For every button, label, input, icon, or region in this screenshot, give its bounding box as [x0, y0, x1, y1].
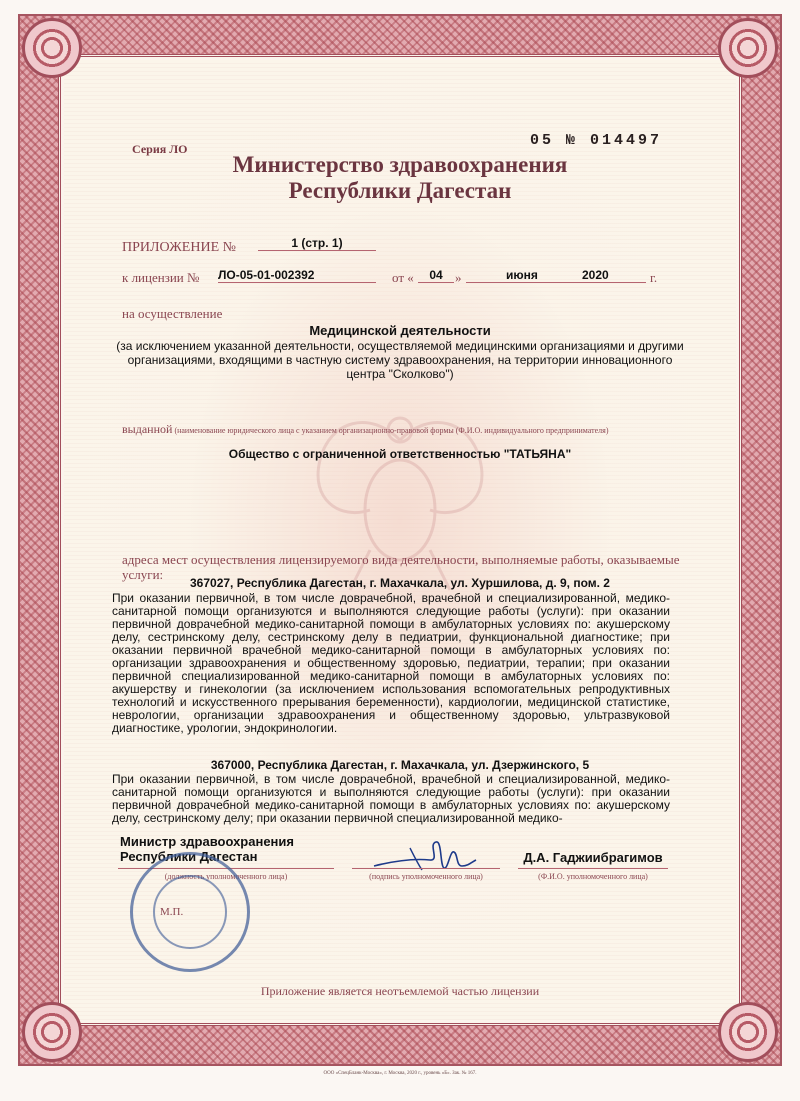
- year-suffix: г.: [650, 270, 658, 285]
- ministry-title: [160, 152, 640, 204]
- issued-caption: (наименование юридического лица с указанием организационно-правовой формы (Ф.И.О. индивидуального предпринимателя): [174, 426, 609, 435]
- stamp-place-label: М.П.: [160, 906, 184, 918]
- date-day-close: »: [455, 270, 462, 285]
- name-underline: [518, 868, 668, 869]
- license-day: 04: [418, 268, 454, 283]
- signature-caption: (подпись уполномоченного лица): [369, 872, 483, 881]
- corner-rosette-icon: [22, 18, 82, 78]
- series-label: Серия ЛО: [132, 142, 188, 156]
- services-text-1: При оказании первичной, в том числе доврачебной, врачебной и специализированной, медико-санитарной помощи организуются и выполняются следующие работы (услуги): при оказании первичной доврачебной медико-санитарной помощи в амбулаторных условиях по: акушерскому делу, сестринскому делу, сестринскому делу в педиатрии, функциональной диагностике; при оказании первичной врачебной медико-санитарной помощи в амбулаторных условиях по: организации здравоохранения и общественному здоровью, педиатрии, терапии; при оказании первичной специализированной медико-санитарной помощи в амбулаторных условиях по: акушерству и гинекологии (за исключением использования вспомогательных репродуктивных технологий и искусственного прерывания беременности), кардиологии, медицинской статистике, неврологии, организации здравоохранения и общественному здоровью, ультразвуковой диагностике, урологии, эндокринологии.: [112, 591, 670, 735]
- activity-label: на осуществление: [122, 306, 223, 321]
- addresses-label: адреса мест осуществления лицензируемого вида деятельности, выполняемые работы, оказываемые услуги:: [122, 552, 680, 582]
- license-year: 2020: [582, 268, 609, 282]
- date-from-label: от «: [392, 270, 414, 285]
- activity-description: (за исключением указанной деятельности, осуществляемой медицинскими организациями и другими организациями, входящими в частную систему здравоохранения, на территории инновационного центра "Сколково"): [116, 339, 684, 381]
- organization-name: Общество с ограниченной ответственностью "ТАТЬЯНА": [228, 447, 572, 461]
- position-caption: (должность уполномоченного лица): [164, 872, 288, 881]
- services-text-2: При оказании первичной, в том числе доврачебной, врачебной и специализированной, медико-санитарной помощи организуются и выполняются следующие работы (услуги): при оказании первичной доврачебной медико-санитарной помощи в амбулаторных условиях по: акушерскому делу, сестринскому делу; при оказании первичной специализированной медико-: [112, 772, 670, 825]
- activity-title: Медицинской деятельности: [309, 323, 491, 338]
- ministry-line-1: Министерство здравоохранения: [232, 152, 568, 177]
- license-month: июня: [506, 268, 538, 282]
- signatory-name: Д.А. Гаджиибрагимов: [523, 850, 663, 865]
- signature-icon: [370, 836, 480, 876]
- ministry-line-2: Республики Дагестан: [288, 178, 512, 203]
- footer-note: Приложение является неотъемлемой частью лицензии: [260, 984, 540, 998]
- position-line-2: Республики Дагестан: [120, 849, 258, 864]
- printer-info: ООО «СпецБланк-Москва», г. Москва, 2020 г., уровень «Б». Зак. № 167.: [323, 1071, 477, 1076]
- address-2: 367000, Республика Дагестан, г. Махачкала, ул. Дзержинского, 5: [210, 758, 590, 772]
- corner-rosette-icon: [718, 18, 778, 78]
- appendix-label: ПРИЛОЖЕНИЕ №: [122, 240, 236, 255]
- issued-label: выданной: [122, 422, 173, 436]
- corner-rosette-icon: [22, 1002, 82, 1062]
- issued-block: [122, 424, 682, 436]
- position-line-1: Министр здравоохранения: [120, 834, 294, 849]
- series-number: 05 № 014497: [530, 132, 663, 149]
- appendix-value: 1 (стр. 1): [258, 236, 376, 251]
- official-seal-icon: [130, 852, 250, 972]
- corner-rosette-icon: [718, 1002, 778, 1062]
- license-month-year: [466, 268, 646, 283]
- address-1: 367027, Республика Дагестан, г. Махачкала, ул. Хуршилова, д. 9, пом. 2: [190, 576, 610, 590]
- license-number: ЛО-05-01-002392: [218, 268, 376, 283]
- license-label: к лицензии №: [122, 270, 200, 285]
- signature-underline: [352, 868, 500, 869]
- name-caption: (Ф.И.О. уполномоченного лица): [538, 872, 648, 881]
